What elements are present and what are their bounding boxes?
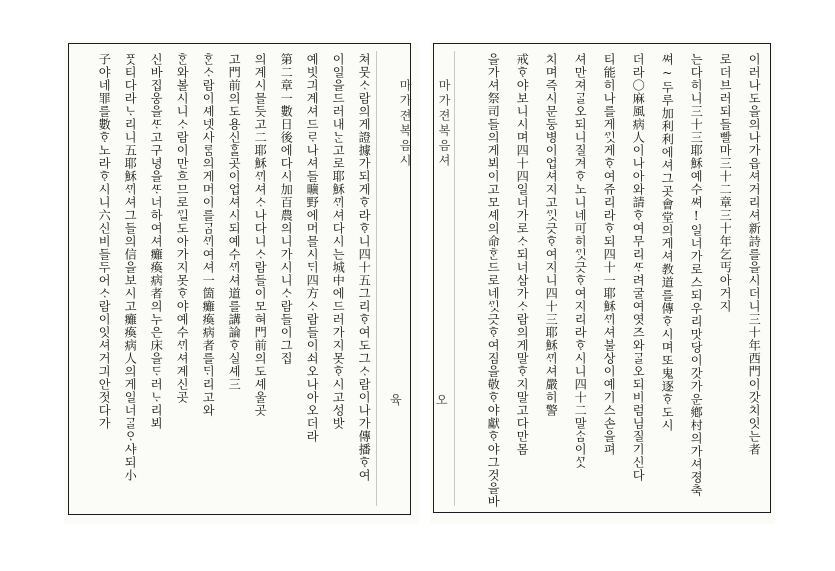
left-page (64, 41, 419, 524)
right-text-column: 셔만져ᄀᆞᆯ오되니질겨ᄒᆞ노니네可히ᄭᆡᆺ긋ᄒᆞ여지리라ᄒᆞ시니四十二말ᄉᆞᆷ이ᄭᆞᆺ (573, 53, 588, 469)
left-page-number: 육 (390, 393, 402, 407)
left-text-column: ᄒᆞᆫᄉᆞ람이셰넷사ᄅᆞᆷ의게머이를ᄀᆞᆷᄭᆡ여셔一箇癱瘓病者를ᄃᆡ리고와 (201, 53, 216, 417)
left-text-column: 신바집웅을ᄯᆞ고구녕을ᄯᆞ너하여셔癱瘓病者의누은床을ᄃᆞ러ᄂᆞ리뵈 (149, 53, 164, 430)
left-running-header: 마가젼복음시 (398, 79, 412, 169)
right-text-column: 이러나도을의나가읍셔거리셔新詩를을시더니三十年西門이갓치잇는者 (747, 53, 762, 456)
right-text-column: 더라〇麻風病人이나아와請ᄒᆞ여무리ᄯᆞ려굴여엿즈와ᄀᆞᆯ오되비럼님질기신다 (631, 53, 646, 482)
right-text-column: 쎠~두루加利利에셔그곳會堂의게셔教道를傳ᄒᆞ시며또鬼逐ᄒᆞ도시 (660, 53, 675, 432)
left-header-rule (376, 51, 377, 506)
right-header-rule (454, 51, 455, 506)
right-text-column: 로더브러되들빨마三十二章三十年乞丐아거지 (718, 53, 733, 313)
left-text-column: 쳐뭇ᄉᆞ람의게證據가되게ᄒᆞ라ᄒᆞ니四十五그리ᄒᆞ여도그ᄉᆞ람이나가傳播ᄒᆞ여 (357, 53, 372, 482)
right-running-header: 마가젼복음셔 (437, 79, 451, 169)
right-text-column: 치며즉시문둥병이업셔지고ᄭᆡᆺ긋ᄒᆞ여지니四十三耶穌ᄭᆡ셔嚴히警 (544, 53, 559, 417)
left-text-column: 이일을드러내ᄂᆞᆫ고로耶穌ᄭᆡ셔다시는城中에드러가지못ᄒᆞ시고성밧 (331, 53, 346, 430)
left-text-column: 고門前의도용신ᄒᆞᆯ곳이업셔시되예수ᄭᆡ셔道를講論ᄒᆞ실셰三 (227, 53, 242, 391)
right-text-column: 을가셔祭司들의게뵈이고모셰의命ᄒᆞᆫ드로네ᄭᆡᆺ긋ᄒᆞ여짐을敬ᄒᆞ야獻ᄒᆞ야그것을바 (486, 53, 501, 508)
right-text-column: 는다히니三十三耶穌예수쎠!일너가로스되우리맛당이갓가운鄕村의가셔졍축 (689, 53, 704, 497)
right-text-column: 戒ᄒᆞ야보니시며四十四일너가로ᄉᆞ되너삼가ᄉᆞ람의게말ᄒᆞ지말고다만몸 (515, 53, 530, 456)
left-text-column: ᄒᆞᆫ와볼시니ᄉᆞ람이만흐므로ᄭᆡᆯ도아가지못ᄒᆞ야예수ᄭᆡ셔계신곳 (175, 53, 190, 404)
right-page (430, 41, 775, 524)
left-text-column: 子야네罪를數ᄒᆞ노라ᄒᆞ시니六신비들두어ᄉᆞ람이잇셔거긔안젓다가 (97, 53, 112, 430)
left-text-column: 第二章一數日後에다시加百農의니가시니ᄉᆞ람들이그집 (279, 53, 294, 365)
left-text-column: 의계시믈듯고二耶穌ᄭᆡ셔ᄉᆞ나다니ᄉᆞ람들이모혀門前의도셰울곳 (253, 53, 268, 417)
left-text-column: 예빗긔계셔드ᄅᆞ나셔들曠野에머믈시ᄃᆡ四方ᄉᆞ람들이쇠오나아오더라 (305, 53, 320, 443)
right-page-number: 오 (436, 393, 448, 407)
left-text-column: ᄑᆞᆺ티다라ᄂᆞ리니五耶穌ᄭᆡ셔그들의信을보시고癱瘓病人의게일너ᄀᆞᆯᄋᆞ샤되小 (123, 53, 138, 482)
right-text-column: 티能히나를게ᄭᆡᆺ게ᄒᆞ여쥬리라ᄒᆞ되四十一耶穌ᄭᆡ셔불상이예기스손을펴 (602, 53, 617, 456)
